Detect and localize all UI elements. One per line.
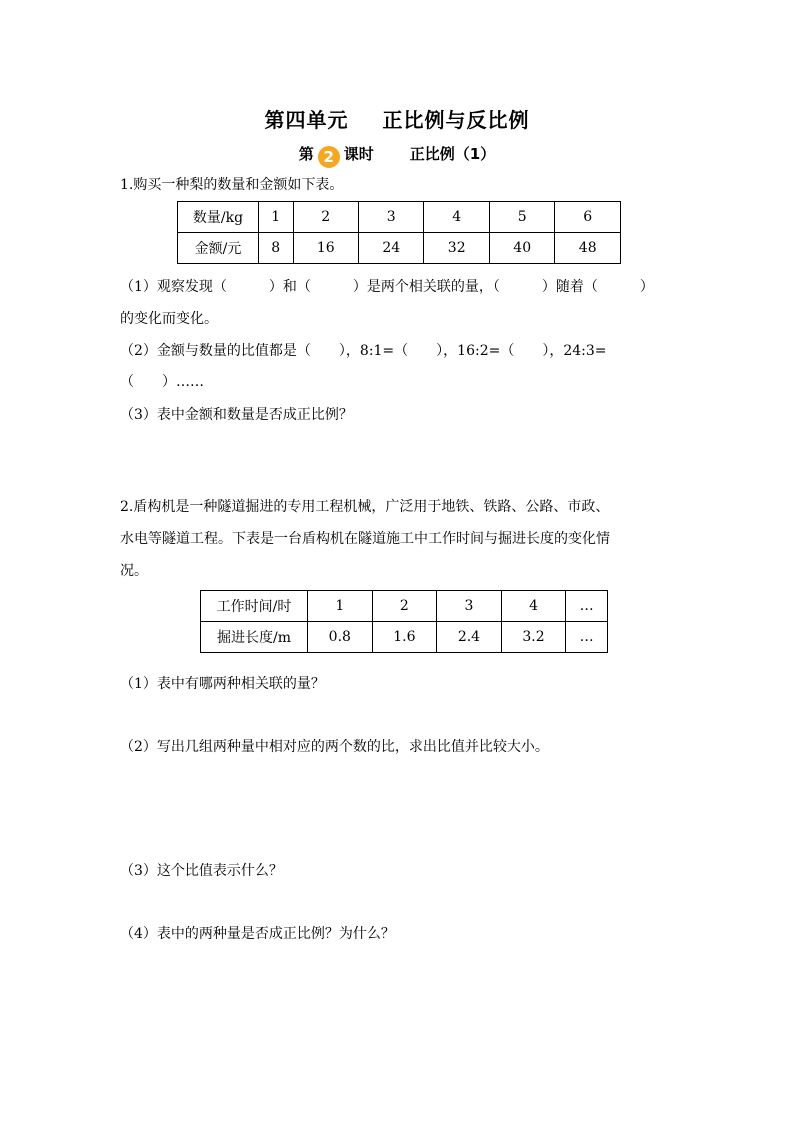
table-cell: 2.4 bbox=[437, 622, 502, 653]
q1-row2-label: 金额/元 bbox=[178, 233, 259, 264]
table-cell: 1 bbox=[259, 202, 294, 233]
q1-sub3: （3）表中金额和数量是否成正比例？ bbox=[120, 407, 353, 423]
q2-table bbox=[200, 590, 608, 653]
q2-prompt-line3: 况。 bbox=[120, 563, 148, 579]
lesson-title: 正比例（1） bbox=[409, 145, 496, 163]
table-cell: 3 bbox=[358, 202, 423, 233]
table-cell: 3 bbox=[437, 591, 502, 622]
table-cell: 32 bbox=[424, 233, 489, 264]
table-row bbox=[178, 202, 621, 233]
lesson-suffix: 课时 bbox=[343, 145, 374, 163]
table-cell: 5 bbox=[489, 202, 554, 233]
table-cell: 2 bbox=[372, 591, 437, 622]
table-row bbox=[178, 233, 621, 264]
page-title bbox=[0, 104, 794, 133]
q1-prompt: 1.购买一种梨的数量和金额如下表。 bbox=[120, 177, 344, 193]
table-cell: 6 bbox=[555, 202, 621, 233]
q2-sub3: （3）这个比值表示什么？ bbox=[120, 863, 283, 879]
lesson-prefix: 第 bbox=[298, 145, 314, 163]
q2-row2-label: 掘进长度/m bbox=[201, 622, 308, 653]
table-cell: 4 bbox=[424, 202, 489, 233]
table-cell: 0.8 bbox=[308, 622, 373, 653]
q1-table bbox=[177, 201, 621, 264]
q2-row1-label: 工作时间/时 bbox=[201, 591, 308, 622]
table-cell: 2 bbox=[293, 202, 358, 233]
table-cell: 4 bbox=[501, 591, 566, 622]
q1-row1-label: 数量/kg bbox=[178, 202, 259, 233]
table-cell: 1 bbox=[308, 591, 373, 622]
table-cell: 8 bbox=[259, 233, 294, 264]
table-cell: 40 bbox=[489, 233, 554, 264]
table-cell: … bbox=[566, 591, 608, 622]
q2-sub4: （4）表中的两种量是否成正比例？为什么？ bbox=[120, 926, 395, 942]
q2-sub2: （2）写出几组两种量中相对应的两个数的比，求出比值并比较大小。 bbox=[120, 739, 549, 755]
lesson-subtitle bbox=[0, 143, 794, 168]
lesson-number-badge: 2 bbox=[318, 146, 340, 168]
q1-sub2-line1: （2）金额与数量的比值都是（ ），8:1=（ ），16:2=（ ），24:3= bbox=[120, 343, 607, 359]
table-cell: 48 bbox=[555, 233, 621, 264]
unit-label: 第四单元 bbox=[264, 108, 349, 132]
q1-sub1-line1: （1）观察发现（ ）和（ ）是两个相关联的量，（ ）随着（ ） bbox=[120, 279, 654, 295]
q1-sub2-line2: （ ）…… bbox=[120, 374, 204, 390]
table-cell: 1.6 bbox=[372, 622, 437, 653]
q2-sub1: （1）表中有哪两种相关联的量？ bbox=[120, 676, 325, 692]
table-row bbox=[201, 622, 608, 653]
unit-title: 正比例与反比例 bbox=[382, 108, 530, 132]
table-cell: 3.2 bbox=[501, 622, 566, 653]
table-cell: … bbox=[566, 622, 608, 653]
q2-prompt-line2: 水电等隧道工程。下表是一台盾构机在隧道施工中工作时间与掘进长度的变化情 bbox=[120, 531, 610, 547]
q2-prompt-line1: 2.盾构机是一种隧道掘进的专用工程机械，广泛用于地铁、铁路、公路、市政、 bbox=[120, 499, 610, 515]
table-cell: 16 bbox=[293, 233, 358, 264]
q1-sub1-line2: 的变化而变化。 bbox=[120, 311, 218, 327]
table-row bbox=[201, 591, 608, 622]
table-cell: 24 bbox=[358, 233, 423, 264]
